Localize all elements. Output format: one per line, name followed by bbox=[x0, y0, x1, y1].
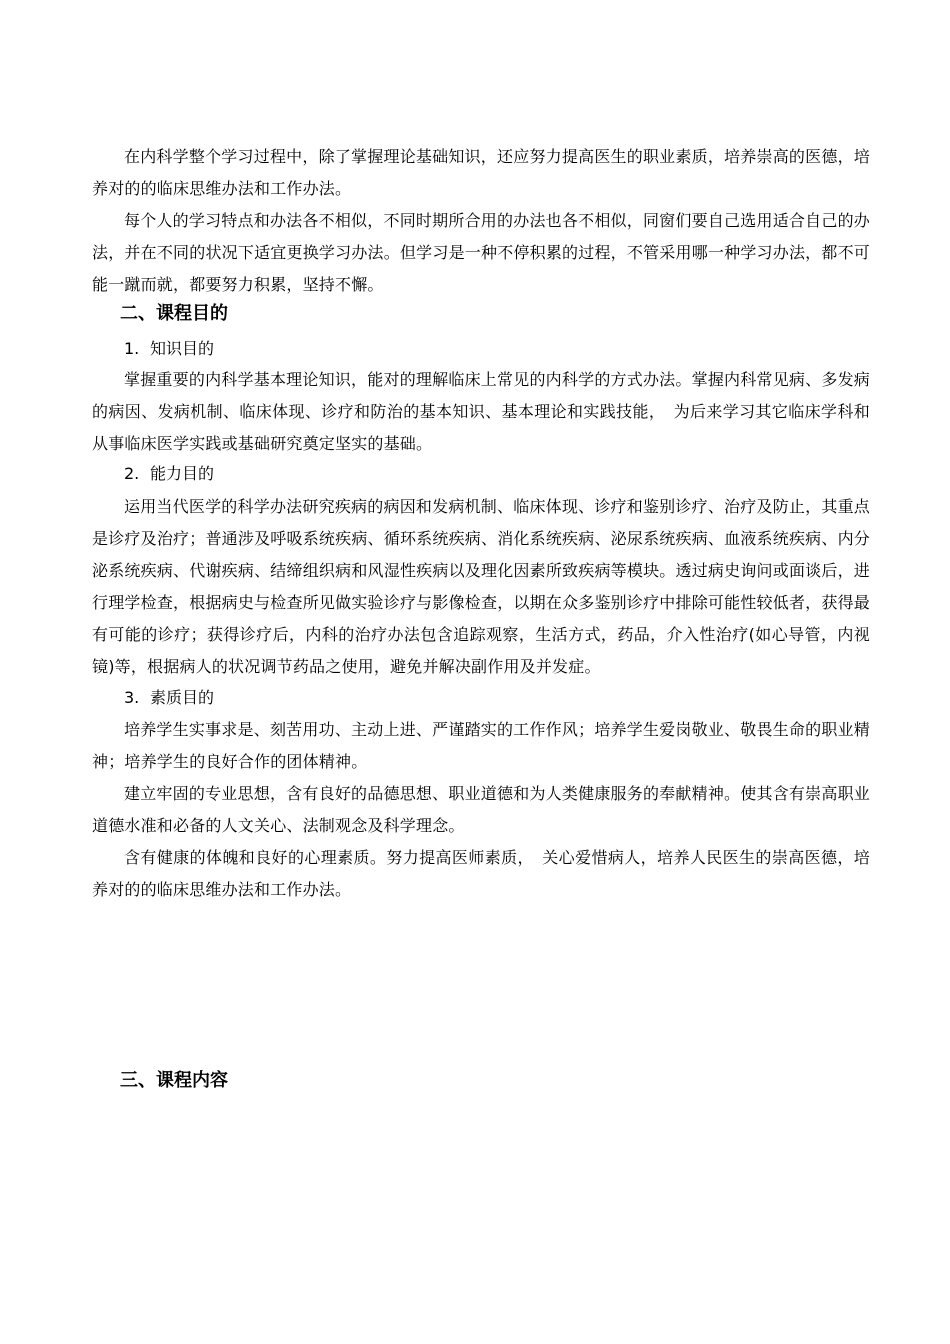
section-heading-course-objectives: 二、课程目的 bbox=[120, 303, 228, 324]
subheading-quality-objective bbox=[124, 685, 214, 711]
intro-paragraph-1: 在内科学整个学习过程中，除了掌握理论基础知识，还应努力提高医生的职业素质，培养崇高的医德，培养对的的临床思维办法和工作办法。 bbox=[92, 147, 870, 198]
knowledge-objective-paragraph: 掌握重要的内科学基本理论知识，能对的理解临床上常见的内科学的方式办法。掌握内科常见病、多发病的病因、发病机制、临床体现、诊疗和防治的基本知识、基本理论和实践技能， 为后来学习其它临床学科和从事临床医学实践或基础研究奠定坚实的基础。 bbox=[92, 370, 870, 453]
subheading-number: 3. bbox=[124, 688, 140, 707]
subheading-title: 素质目的 bbox=[150, 688, 215, 707]
section-heading-course-content: 三、课程内容 bbox=[120, 1070, 228, 1091]
quality-objective-paragraph-1: 培养学生实事求是、刻苦用功、主动上进、严谨踏实的工作作风；培养学生爱岗敬业、敬畏生命的职业精神；培养学生的良好合作的团体精神。 bbox=[92, 720, 870, 771]
subheading-title: 知识目的 bbox=[150, 339, 215, 358]
intro-paragraph-2: 每个人的学习特点和办法各不相似，不同时期所合用的办法也各不相似，同窗们要自己选用适合自己的办法，并在不同的状况下适宜更换学习办法。但学习是一种不停积累的过程，不管采用哪一种学习办法，都不可能一蹴而就，都要努力积累，坚持不懈。 bbox=[92, 211, 870, 294]
quality-objective-paragraph-2: 建立牢固的专业思想，含有良好的品德思想、职业道德和为人类健康服务的奉献精神。使其含有崇高职业道德水准和必备的人文关心、法制观念及科学理念。 bbox=[92, 784, 870, 835]
subheading-title: 能力目的 bbox=[150, 464, 215, 483]
subheading-ability-objective bbox=[124, 461, 214, 487]
subheading-number: 2. bbox=[124, 464, 140, 483]
quality-objective-paragraph-3: 含有健康的体魄和良好的心理素质。努力提高医师素质， 关心爱惜病人，培养人民医生的崇高医德，培养对的的临床思维办法和工作办法。 bbox=[92, 848, 870, 899]
subheading-knowledge-objective bbox=[124, 336, 214, 362]
subheading-number: 1. bbox=[124, 339, 140, 358]
ability-objective-paragraph: 运用当代医学的科学办法研究疾病的病因和发病机制、临床体现、诊疗和鉴别诊疗、治疗及防止，其重点是诊疗及治疗；普通涉及呼吸系统疾病、循环系统疾病、消化系统疾病、泌尿系统疾病、血液系统疾病、内分泌系统疾病、代谢疾病、结缔组织病和风湿性疾病以及理化因素所致疾病等模块。透过病史询问或面谈后，进行理学检查，根据病史与检查所见做实验诊疗与影像检查，以期在众多鉴别诊疗中排除可能性较低者，获得最有可能的诊疗；获得诊疗后，内科的治疗办法包含追踪观察，生活方式，药品，介入性治疗(如心导管，内视镜)等，根据病人的状况调节药品之使用，避免并解决副作用及并发症。 bbox=[92, 497, 870, 676]
